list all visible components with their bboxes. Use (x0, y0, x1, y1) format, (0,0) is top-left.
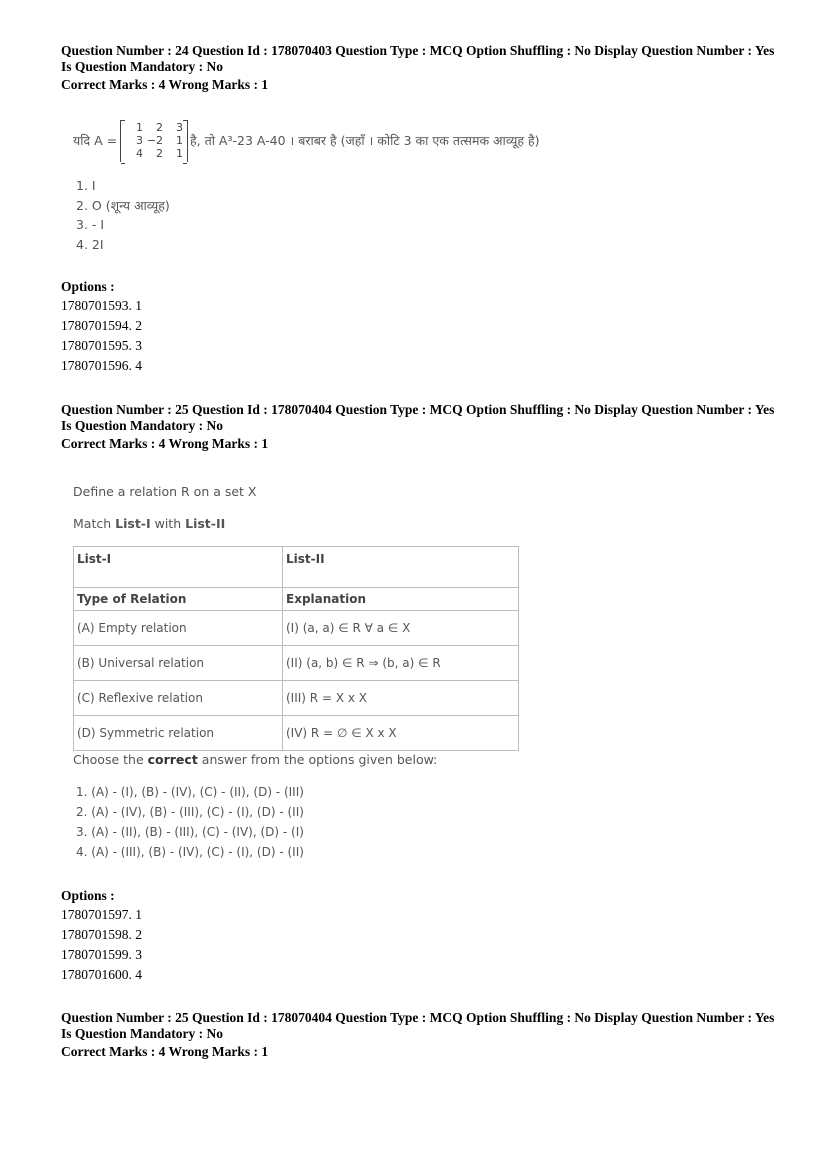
matrix-cell: 3 (176, 121, 183, 134)
q24-choice-1: 1. I (76, 178, 96, 193)
table-cell: (I) (a, a) ∈ R ∀ a ∈ X (283, 611, 519, 646)
q24-choice-3: 3. - I (76, 217, 105, 232)
q24-stem-suffix: है, तो A³-23 A-40 । बराबर है (जहाँ । कोटि 3 का एक तत्समक आव्यूह है) (190, 133, 540, 148)
q25-header-line1: Question Number : 25 Question Id : 178070404 Question Type : MCQ Option Shuffling : No Display Question Number : Yes (61, 402, 775, 417)
q24-stem-prefix: यदि A = (73, 133, 118, 148)
matrix-cell: 1 (136, 121, 143, 134)
matrix-cell: 4 (136, 147, 143, 160)
q24-option-2: 1780701594. 2 (61, 318, 142, 333)
q26-header-line1: Question Number : 25 Question Id : 178070404 Question Type : MCQ Option Shuffling : No Display Question Number : Yes (61, 1010, 775, 1025)
matrix-cell: 1 (176, 134, 183, 147)
matrix-cell: 3 (136, 134, 143, 147)
q25-header-line3: Correct Marks : 4 Wrong Marks : 1 (61, 436, 269, 451)
q24-matrix (120, 120, 188, 162)
q24-option-3: 1780701595. 3 (61, 338, 142, 353)
choose-suffix: answer from the options given below: (197, 752, 438, 767)
choose-bold: correct (147, 752, 198, 767)
table-row (74, 716, 519, 751)
q24-choice-2: 2. O (शून्य आव्यूह) (76, 198, 170, 213)
q25-intro: Define a relation R on a set X (73, 484, 257, 499)
q25-choose-instruction (73, 752, 437, 767)
q25-choice-4: 4. (A) - (III), (B) - (IV), (C) - (I), (D) - (II) (76, 845, 304, 859)
match-prefix: Match (73, 516, 116, 531)
table-cell: (C) Reflexive relation (74, 681, 283, 716)
q26-header-line2: Is Question Mandatory : No (61, 1026, 224, 1041)
match-list1: List-I (115, 516, 151, 531)
table-cell: (D) Symmetric relation (74, 716, 283, 751)
q25-option-1: 1780701597. 1 (61, 907, 142, 922)
matrix-cell: 2 (156, 147, 163, 160)
match-with: with (150, 516, 186, 531)
table-subhead-type: Type of Relation (74, 588, 283, 611)
q25-choice-1: 1. (A) - (I), (B) - (IV), (C) - (II), (D) - (III) (76, 785, 304, 799)
table-header-row (74, 547, 519, 588)
q25-option-2: 1780701598. 2 (61, 927, 142, 942)
q25-header-line2: Is Question Mandatory : No (61, 418, 224, 433)
q24-option-4: 1780701596. 4 (61, 358, 142, 373)
q24-header-line3: Correct Marks : 4 Wrong Marks : 1 (61, 77, 269, 92)
q25-option-3: 1780701599. 3 (61, 947, 142, 962)
matrix-cell: 2 (156, 121, 163, 134)
q25-match-instruction (73, 516, 225, 531)
matrix-cell: −2 (146, 134, 163, 147)
q25-options-title: Options : (61, 888, 115, 903)
table-subheader-row (74, 588, 519, 611)
q25-choice-2: 2. (A) - (IV), (B) - (III), (C) - (I), (D) - (II) (76, 805, 304, 819)
table-head-list1: List-I (74, 547, 283, 588)
choose-prefix: Choose the (73, 752, 148, 767)
table-cell: (III) R = X x X (283, 681, 519, 716)
q24-option-1: 1780701593. 1 (61, 298, 142, 313)
table-cell: (IV) R = ∅ ∈ X x X (283, 716, 519, 751)
q24-header-line2: Is Question Mandatory : No (61, 59, 224, 74)
q24-options-title: Options : (61, 279, 115, 294)
table-row (74, 611, 519, 646)
matrix-cell: 1 (176, 147, 183, 160)
table-cell: (II) (a, b) ∈ R ⇒ (b, a) ∈ R (283, 646, 519, 681)
q25-option-4: 1780701600. 4 (61, 967, 142, 982)
q25-choice-3: 3. (A) - (II), (B) - (III), (C) - (IV), (D) - (I) (76, 825, 304, 839)
table-row (74, 681, 519, 716)
table-subhead-explanation: Explanation (283, 588, 519, 611)
table-cell: (A) Empty relation (74, 611, 283, 646)
match-list2: List-II (185, 516, 226, 531)
q24-header-line1: Question Number : 24 Question Id : 178070403 Question Type : MCQ Option Shuffling : No Display Question Number : Yes (61, 43, 775, 58)
q26-header-line3: Correct Marks : 4 Wrong Marks : 1 (61, 1044, 269, 1059)
q24-choice-4: 4. 2I (76, 237, 104, 252)
q25-match-table (73, 546, 519, 751)
table-row (74, 646, 519, 681)
table-head-list2: List-II (283, 547, 519, 588)
table-cell: (B) Universal relation (74, 646, 283, 681)
